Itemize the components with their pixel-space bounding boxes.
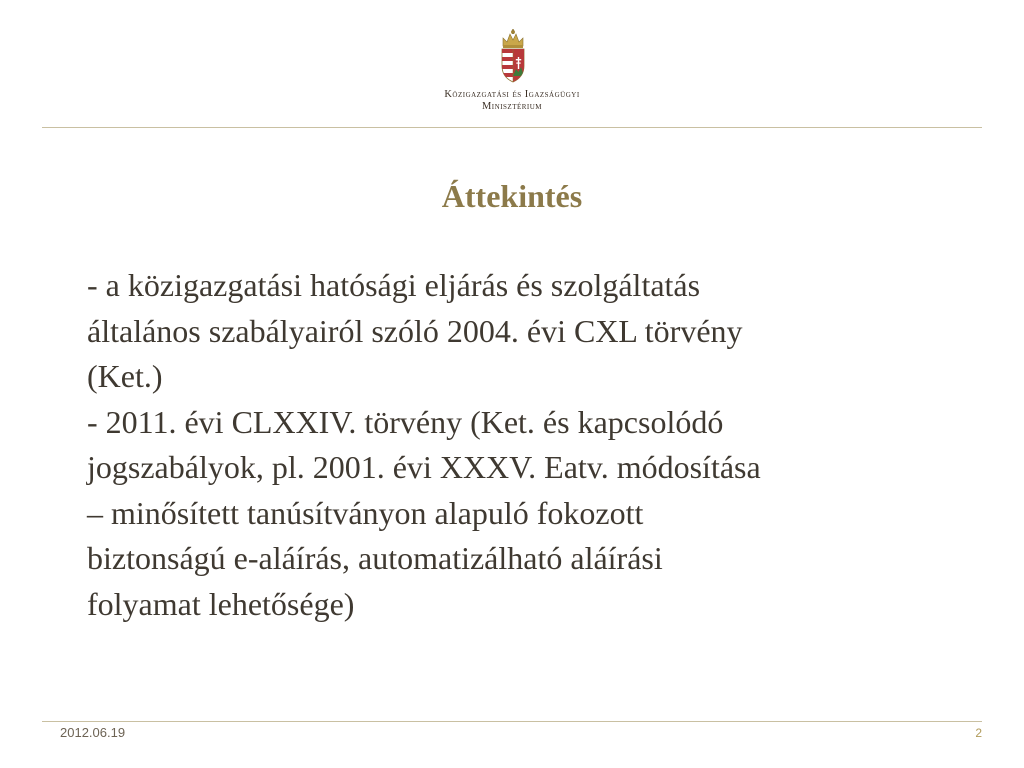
footer-date: 2012.06.19 [60, 725, 126, 740]
body-line: biztonságú e-aláírás, automatizálható aláírási [87, 540, 663, 576]
footer-divider [42, 721, 982, 722]
header-divider [42, 127, 982, 128]
body-line: (Ket.) [87, 358, 163, 394]
hungarian-coat-of-arms-icon [497, 28, 529, 84]
body-line: általános szabályairól szóló 2004. évi CXL törvény [87, 312, 743, 349]
ministry-name-line1: Közigazgatási és Igazságügyi [444, 89, 580, 100]
body-line: jogszabályok, pl. 2001. évi XXXV. Eatv. módosítása [87, 449, 761, 485]
body-line: - a közigazgatási hatósági eljárás és szolgáltatás [87, 267, 701, 303]
body-line: - 2011. évi CLXXIV. törvény (Ket. és kapcsolódó [87, 403, 724, 440]
slide-header [0, 0, 1024, 128]
body-line: folyamat lehetősége) [87, 585, 355, 622]
slide-title: Áttekintés [441, 178, 583, 214]
page-number: 2 [975, 726, 982, 740]
body-line: – minősített tanúsítványon alapuló fokozott [87, 494, 644, 531]
ministry-name-line2: Minisztérium [481, 101, 543, 112]
slide-body [87, 263, 957, 627]
